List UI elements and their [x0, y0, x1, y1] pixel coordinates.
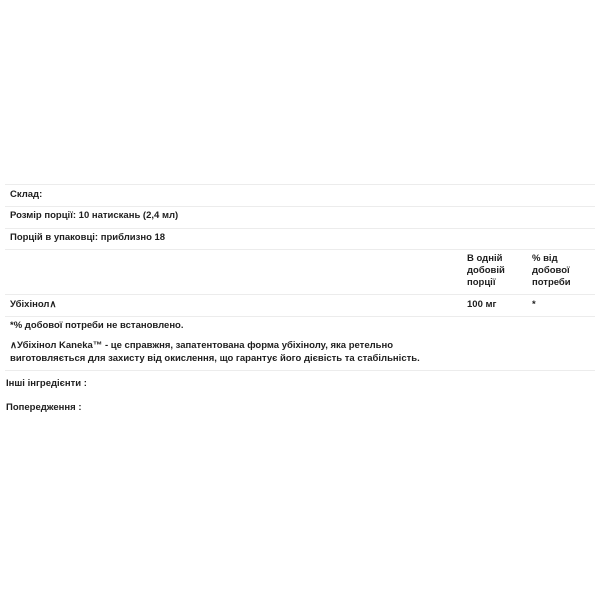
divider — [5, 370, 595, 371]
serving-size: Розмір порції: 10 натискань (2,4 мл) — [10, 210, 179, 221]
header-line: добовій — [467, 265, 505, 276]
warnings: Попередження : — [6, 402, 82, 413]
divider — [5, 249, 595, 250]
servings-per-container: Порцій в упаковці: приблизно 18 — [10, 232, 166, 243]
divider — [5, 294, 595, 295]
ingredient-amount: 100 мг — [467, 299, 497, 310]
divider — [5, 228, 595, 229]
footnote-kaneka-cont: виготовляється для захисту від окислення, що гарантує його дієвість та стабільність. — [10, 353, 420, 364]
header-line: потреби — [532, 277, 571, 288]
header-line: % від — [532, 253, 558, 264]
header-line: В одній — [467, 253, 503, 264]
ingredient-dv: * — [532, 299, 536, 310]
divider — [5, 206, 595, 207]
ingredient-name: Убіхінол∧ — [10, 299, 57, 310]
other-ingredients: Інші інгредієнти : — [6, 378, 87, 389]
footnote-kaneka: ∧Убіхінол Kaneka™ - це справжня, запатентована форма убіхінолу, яка ретельно — [10, 340, 394, 351]
header-line: порції — [467, 277, 496, 288]
footnote-dv: *% добової потреби не встановлено. — [10, 320, 184, 331]
header-line: добової — [532, 265, 570, 276]
divider — [5, 316, 595, 317]
composition-label: Склад: — [10, 189, 43, 200]
divider — [5, 184, 595, 185]
